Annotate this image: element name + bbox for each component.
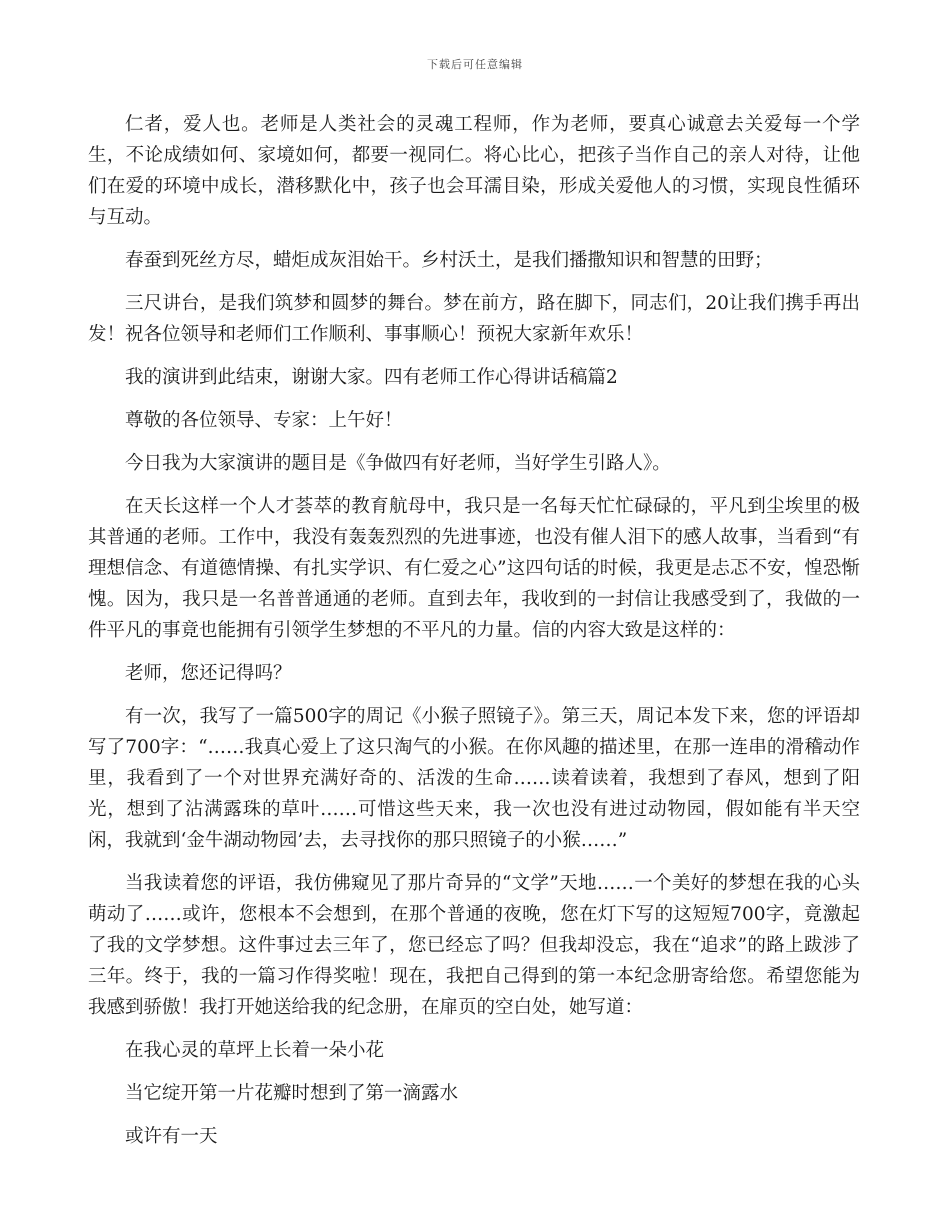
paragraph: 今日我为大家演讲的题目是《争做四有好老师，当好学生引路人》。 bbox=[125, 453, 671, 474]
paragraph: 在我心灵的草坪上长着一朵小花 bbox=[125, 1040, 385, 1061]
paragraph: 当它绽开第一片花瓣时想到了第一滴露水 bbox=[125, 1083, 459, 1104]
paragraph: 老师，您还记得吗？ bbox=[125, 663, 292, 684]
paragraph: 或许有一天 bbox=[125, 1126, 218, 1147]
page-header: 下载后可任意编辑 bbox=[427, 58, 523, 71]
document-body bbox=[88, 109, 860, 1164]
paragraph: 仁者，爱人也。老师是人类社会的灵魂工程师，作为老师，要真心诚意去关爱每一个学生，不论成绩如何、家境如何，都要一视同仁。将心比心，把孩子当作自己的亲人对待，让他们在爱的环境中成长，潜移默化中，孩子也会耳濡目染，形成关爱他人的习惯，实现良性循环与互动。 bbox=[88, 114, 860, 228]
paragraph: 我的演讲到此结束，谢谢大家。四有老师工作心得讲话稿篇2 bbox=[125, 367, 618, 388]
paragraph: 三尺讲台，是我们筑梦和圆梦的舞台。梦在前方，路在脚下，同志们，20让我们携手再出发！祝各位领导和老师们工作顺利、事事顺心！预祝大家新年欢乐！ bbox=[88, 293, 860, 345]
paragraph: 尊敬的各位领导、专家：上午好！ bbox=[125, 410, 403, 431]
paragraph: 在天长这样一个人才荟萃的教育航母中，我只是一名每天忙忙碌碌的，平凡到尘埃里的极其普通的老师。工作中，我没有轰轰烈烈的先进事迹，也没有催人泪下的感人故事，当看到“有理想信念、有道德情操、有扎实学识、有仁爱之心”这四句话的时候，我更是忐忑不安，惶恐惭愧。因为，我只是一名普普通通的老师。直到去年，我收到的一封信让我感受到了，我做的一件平凡的事竟也能拥有引领学生梦想的不平凡的力量。信的内容大致是这样的： bbox=[88, 496, 860, 641]
paragraph: 当我读着您的评语，我仿佛窥见了那片奇异的“文学”天地……一个美好的梦想在我的心头萌动了……或许，您根本不会想到，在那个普通的夜晚，您在灯下写的这短短700字，竟激起了我的文学梦想。这件事过去三年了，您已经忘了吗？但我却没忘，我在“追求”的路上跋涉了三年。终于，我的一篇习作得奖啦！现在，我把自己得到的第一本纪念册寄给您。希望您能为我感到骄傲！我打开她送给我的纪念册，在扉页的空白处，她写道： bbox=[88, 873, 860, 1018]
paragraph: 有一次，我写了一篇500字的周记《小猴子照镜子》。第三天，周记本发下来，您的评语却写了700字：“……我真心爱上了这只淘气的小猴。在你风趣的描述里，在那一连串的滑稽动作里，我看到了一个对世界充满好奇的、活泼的生命……读着读着，我想到了春风，想到了阳光，想到了沾满露珠的草叶……可惜这些天来，我一次也没有进过动物园，假如能有半天空闲，我就到‘金牛湖动物园’去，去寻找你的那只照镜子的小猴……” bbox=[88, 706, 860, 851]
paragraph: 春蚕到死丝方尽，蜡炬成灰泪始干。乡村沃土，是我们播撒知识和智慧的田野； bbox=[125, 250, 773, 271]
